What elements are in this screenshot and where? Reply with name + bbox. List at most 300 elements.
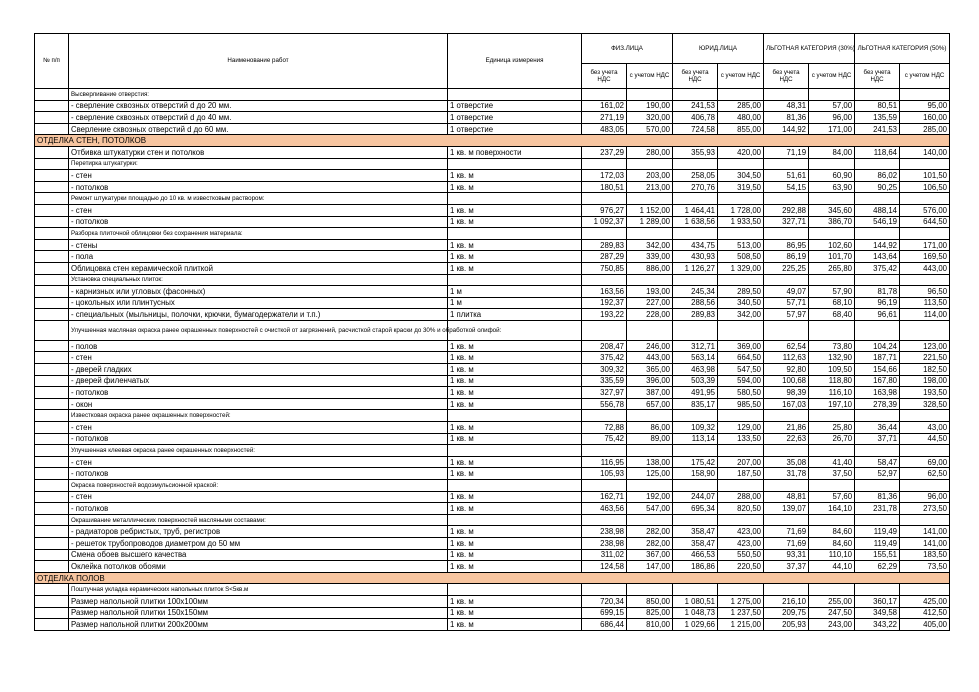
price-cell: 546,19 xyxy=(855,216,900,228)
price-cell: 163,98 xyxy=(855,387,900,399)
price-cell xyxy=(855,480,900,492)
price-cell: 443,00 xyxy=(627,352,673,364)
work-name: - потолков xyxy=(69,433,448,445)
price-cell: 182,50 xyxy=(900,364,950,376)
table-row xyxy=(35,352,950,364)
price-cell: 161,02 xyxy=(582,100,627,112)
price-cell: 1 289,00 xyxy=(627,216,673,228)
price-cell: 258,05 xyxy=(673,170,718,182)
price-cell: 44,50 xyxy=(900,433,950,445)
price-cell: 244,07 xyxy=(673,491,718,503)
row-number-cell xyxy=(35,537,69,549)
unit-cell: 1 кв. м xyxy=(448,595,582,607)
price-cell: 119,49 xyxy=(855,526,900,538)
price-cell xyxy=(582,228,627,240)
price-cell: 289,50 xyxy=(718,286,764,298)
price-cell: 289,83 xyxy=(582,239,627,251)
work-name: Размер напольной плитки 100х100мм xyxy=(69,595,448,607)
price-cell xyxy=(855,320,900,340)
price-cell: 271,19 xyxy=(582,112,627,124)
row-number-cell xyxy=(35,607,69,619)
row-number-cell xyxy=(35,514,69,526)
price-cell xyxy=(582,480,627,492)
price-cell: 423,00 xyxy=(718,526,764,538)
price-cell: 71,69 xyxy=(764,526,809,538)
price-cell: 72,88 xyxy=(582,422,627,434)
price-cell: 349,58 xyxy=(855,607,900,619)
price-cell: 686,44 xyxy=(582,619,627,631)
price-cell xyxy=(718,193,764,205)
price-cell: 187,50 xyxy=(718,468,764,480)
row-number-cell xyxy=(35,193,69,205)
price-cell xyxy=(809,89,855,101)
row-number-cell xyxy=(35,410,69,422)
price-cell xyxy=(718,158,764,170)
price-cell xyxy=(673,193,718,205)
price-cell: 86,19 xyxy=(764,251,809,263)
price-cell: 550,50 xyxy=(718,549,764,561)
price-cell xyxy=(673,274,718,286)
price-cell: 644,50 xyxy=(900,216,950,228)
work-name: - потолков xyxy=(69,181,448,193)
work-name: Известковая окраска ранее окрашенных поверхностей: xyxy=(69,410,448,422)
work-name: - специальных (мыльницы, полочки, крючки, бумагодержатели и т.п.) xyxy=(69,309,448,321)
price-cell: 238,98 xyxy=(582,526,627,538)
row-number-cell xyxy=(35,468,69,480)
price-cell xyxy=(627,480,673,492)
price-cell: 227,00 xyxy=(627,297,673,309)
unit-cell: 1 кв. м xyxy=(448,262,582,274)
price-cell: 132,90 xyxy=(809,352,855,364)
price-cell: 547,00 xyxy=(627,503,673,515)
price-cell: 84,00 xyxy=(809,146,855,158)
table-row xyxy=(35,204,950,216)
row-number-cell xyxy=(35,352,69,364)
price-cell xyxy=(673,514,718,526)
price-cell: 1 638,56 xyxy=(673,216,718,228)
price-cell: 164,10 xyxy=(809,503,855,515)
price-cell: 328,50 xyxy=(900,398,950,410)
price-cell: 105,93 xyxy=(582,468,627,480)
price-cell: 327,97 xyxy=(582,387,627,399)
price-cell: 491,95 xyxy=(673,387,718,399)
work-name: Поштучная укладка керамических напольных плиток S<5кв.м xyxy=(69,584,448,596)
price-cell: 312,71 xyxy=(673,340,718,352)
price-cell: 96,00 xyxy=(900,491,950,503)
price-cell: 96,00 xyxy=(809,112,855,124)
table-row xyxy=(35,514,950,526)
price-cell: 49,07 xyxy=(764,286,809,298)
price-cell: 187,71 xyxy=(855,352,900,364)
price-cell: 850,00 xyxy=(627,595,673,607)
row-number-cell xyxy=(35,445,69,457)
price-cell: 144,92 xyxy=(855,239,900,251)
price-cell: 35,08 xyxy=(764,456,809,468)
price-cell xyxy=(855,514,900,526)
table-row xyxy=(35,297,950,309)
work-name: - дверей филенчатых xyxy=(69,375,448,387)
price-cell xyxy=(809,480,855,492)
price-cell: 221,50 xyxy=(900,352,950,364)
price-cell: 51,61 xyxy=(764,170,809,182)
unit-cell: 1 отверстие xyxy=(448,100,582,112)
unit-cell: 1 кв. м xyxy=(448,468,582,480)
price-cell: 95,00 xyxy=(900,100,950,112)
price-cell: 386,70 xyxy=(809,216,855,228)
work-name: - карнизных или угловых (фасонных) xyxy=(69,286,448,298)
price-cell xyxy=(582,445,627,457)
table-row xyxy=(35,193,950,205)
table-row xyxy=(35,480,950,492)
price-cell: 1 933,50 xyxy=(718,216,764,228)
price-cell: 62,50 xyxy=(900,468,950,480)
price-cell xyxy=(900,193,950,205)
work-name: Размер напольной плитки 200х200мм xyxy=(69,619,448,631)
unit-cell: 1 кв. м xyxy=(448,364,582,376)
table-row xyxy=(35,537,950,549)
table-row xyxy=(35,340,950,352)
price-cell xyxy=(718,228,764,240)
price-cell xyxy=(673,480,718,492)
row-number-cell xyxy=(35,480,69,492)
price-cell: 193,50 xyxy=(900,387,950,399)
price-cell: 278,39 xyxy=(855,398,900,410)
unit-cell: 1 кв. м xyxy=(448,526,582,538)
price-cell: 664,50 xyxy=(718,352,764,364)
price-cell xyxy=(673,410,718,422)
row-number-cell xyxy=(35,375,69,387)
price-cell: 138,00 xyxy=(627,456,673,468)
price-cell: 463,56 xyxy=(582,503,627,515)
table-row xyxy=(35,607,950,619)
price-cell xyxy=(582,320,627,340)
unit-cell: 1 кв. м xyxy=(448,537,582,549)
price-cell: 129,00 xyxy=(718,422,764,434)
work-name: - решеток трубопроводов диаметром до 50 мм xyxy=(69,537,448,549)
price-cell xyxy=(582,158,627,170)
table-row xyxy=(35,286,950,298)
price-cell: 197,10 xyxy=(809,398,855,410)
price-cell: 135,59 xyxy=(855,112,900,124)
work-name: Облицовка стен керамической плиткой xyxy=(69,262,448,274)
table-row xyxy=(35,170,950,182)
unit-cell: 1 кв. м xyxy=(448,503,582,515)
unit-cell: 1 кв. м xyxy=(448,619,582,631)
price-cell xyxy=(582,89,627,101)
work-name: Окрашивание металлических поверхностей масляными составами: xyxy=(69,514,448,526)
table-row xyxy=(35,89,950,101)
price-cell: 155,51 xyxy=(855,549,900,561)
price-cell: 245,34 xyxy=(673,286,718,298)
work-name: Улучшенная масляная окраска ранее окрашенных поверхностей с очисткой от загрязнений, расчисткой старой краски до 30% и обработкой олифой: xyxy=(69,320,448,340)
price-cell xyxy=(627,228,673,240)
price-cell: 118,64 xyxy=(855,146,900,158)
price-cell: 369,00 xyxy=(718,340,764,352)
table-row xyxy=(35,433,950,445)
price-cell: 125,00 xyxy=(627,468,673,480)
price-cell xyxy=(582,193,627,205)
row-number-cell xyxy=(35,146,69,158)
price-cell: 503,39 xyxy=(673,375,718,387)
price-cell: 443,00 xyxy=(900,262,950,274)
table-row xyxy=(35,410,950,422)
table-row xyxy=(35,398,950,410)
price-cell: 241,53 xyxy=(855,123,900,135)
price-cell xyxy=(764,410,809,422)
price-cell xyxy=(764,228,809,240)
price-cell: 1 329,00 xyxy=(718,262,764,274)
price-cell: 225,25 xyxy=(764,262,809,274)
price-cell: 342,00 xyxy=(627,239,673,251)
price-cell: 52,97 xyxy=(855,468,900,480)
row-number-cell xyxy=(35,320,69,340)
price-cell: 580,50 xyxy=(718,387,764,399)
price-cell: 37,71 xyxy=(855,433,900,445)
price-cell: 209,75 xyxy=(764,607,809,619)
row-number-cell xyxy=(35,123,69,135)
price-cell: 26,70 xyxy=(809,433,855,445)
price-cell: 171,00 xyxy=(809,123,855,135)
price-cell xyxy=(627,320,673,340)
table-row xyxy=(35,112,950,124)
price-cell: 100,68 xyxy=(764,375,809,387)
price-cell: 556,78 xyxy=(582,398,627,410)
work-name: - радиаторов ребристых, труб, регистров xyxy=(69,526,448,538)
price-cell xyxy=(718,89,764,101)
unit-cell xyxy=(448,480,582,492)
unit-cell: 1 отверстие xyxy=(448,112,582,124)
price-cell: 508,50 xyxy=(718,251,764,263)
price-cell: 340,50 xyxy=(718,297,764,309)
price-cell: 360,17 xyxy=(855,595,900,607)
price-cell: 343,22 xyxy=(855,619,900,631)
table-row xyxy=(35,216,950,228)
unit-cell xyxy=(448,158,582,170)
price-cell: 243,00 xyxy=(809,619,855,631)
price-cell: 563,14 xyxy=(673,352,718,364)
price-cell xyxy=(900,228,950,240)
work-name: - полов xyxy=(69,340,448,352)
price-cell xyxy=(718,274,764,286)
unit-cell: 1 кв. м xyxy=(448,549,582,561)
price-cell: 405,00 xyxy=(900,619,950,631)
price-cell: 319,50 xyxy=(718,181,764,193)
price-cell: 86,00 xyxy=(627,422,673,434)
price-cell: 147,00 xyxy=(627,561,673,573)
price-cell: 985,50 xyxy=(718,398,764,410)
price-cell: 114,00 xyxy=(900,309,950,321)
work-name: Ремонт штукатурки площадью до 10 кв. м известковым раствором: xyxy=(69,193,448,205)
table-row xyxy=(35,595,950,607)
price-cell xyxy=(627,158,673,170)
price-cell xyxy=(673,320,718,340)
unit-cell xyxy=(448,228,582,240)
unit-cell: 1 кв. м xyxy=(448,422,582,434)
price-cell: 60,90 xyxy=(809,170,855,182)
price-cell: 1 126,27 xyxy=(673,262,718,274)
unit-cell xyxy=(448,89,582,101)
price-cell: 124,58 xyxy=(582,561,627,573)
price-cell: 106,50 xyxy=(900,181,950,193)
subheader-cell: с учетом НДС xyxy=(718,64,764,89)
table-row xyxy=(35,364,950,376)
unit-cell: 1 кв. м xyxy=(448,170,582,182)
work-name: - сверление сквозных отверстий d до 40 мм. xyxy=(69,112,448,124)
price-cell: 162,71 xyxy=(582,491,627,503)
price-cell: 657,00 xyxy=(627,398,673,410)
price-cell: 96,50 xyxy=(900,286,950,298)
price-cell: 358,47 xyxy=(673,537,718,549)
price-cell: 86,02 xyxy=(855,170,900,182)
price-cell: 21,86 xyxy=(764,422,809,434)
work-name: - потолков xyxy=(69,468,448,480)
price-cell: 43,00 xyxy=(900,422,950,434)
price-cell: 1 092,37 xyxy=(582,216,627,228)
price-cell: 855,00 xyxy=(718,123,764,135)
unit-cell: 1 кв. м xyxy=(448,251,582,263)
work-name: Разборка плиточной облицовки без сохранения материала: xyxy=(69,228,448,240)
row-number-cell xyxy=(35,422,69,434)
price-cell xyxy=(855,410,900,422)
table-row xyxy=(35,491,950,503)
row-number-cell xyxy=(35,274,69,286)
price-cell: 192,00 xyxy=(627,491,673,503)
price-cell xyxy=(809,514,855,526)
price-cell xyxy=(718,480,764,492)
subheader-cell: без учета НДС xyxy=(582,64,627,89)
table-row xyxy=(35,619,950,631)
price-cell: 406,78 xyxy=(673,112,718,124)
price-cell: 247,50 xyxy=(809,607,855,619)
price-cell: 220,50 xyxy=(718,561,764,573)
price-cell: 63,90 xyxy=(809,181,855,193)
price-cell xyxy=(673,228,718,240)
price-cell: 311,02 xyxy=(582,549,627,561)
work-name: Окраска поверхностей водоэмульсионной краской: xyxy=(69,480,448,492)
price-cell: 285,00 xyxy=(718,100,764,112)
section-title: ОТДЕЛКА ПОЛОВ xyxy=(35,572,950,584)
header-name: Наименование работ xyxy=(69,34,448,89)
price-cell xyxy=(718,445,764,457)
work-name: - потолков xyxy=(69,216,448,228)
price-cell: 420,00 xyxy=(718,146,764,158)
price-cell xyxy=(582,584,627,596)
work-name: Размер напольной плитки 150х150мм xyxy=(69,607,448,619)
price-cell: 246,00 xyxy=(627,340,673,352)
unit-cell: 1 кв. м xyxy=(448,398,582,410)
work-name: - сверление сквозных отверстий d до 20 мм. xyxy=(69,100,448,112)
work-name: Установка специальных плиток: xyxy=(69,274,448,286)
unit-cell: 1 кв. м xyxy=(448,607,582,619)
row-number-cell xyxy=(35,89,69,101)
price-cell xyxy=(809,410,855,422)
price-cell: 339,00 xyxy=(627,251,673,263)
table-row xyxy=(35,146,950,158)
price-cell: 93,31 xyxy=(764,549,809,561)
price-cell: 309,32 xyxy=(582,364,627,376)
price-cell: 886,00 xyxy=(627,262,673,274)
price-cell: 98,39 xyxy=(764,387,809,399)
price-cell: 37,37 xyxy=(764,561,809,573)
price-cell: 104,24 xyxy=(855,340,900,352)
section-row xyxy=(35,572,950,584)
table-row xyxy=(35,503,950,515)
header-no: № п/п xyxy=(35,34,69,89)
price-cell: 547,50 xyxy=(718,364,764,376)
price-cell xyxy=(764,89,809,101)
price-cell: 102,60 xyxy=(809,239,855,251)
price-cell: 231,78 xyxy=(855,503,900,515)
price-cell: 1 464,41 xyxy=(673,204,718,216)
price-cell: 113,50 xyxy=(900,297,950,309)
price-cell: 123,00 xyxy=(900,340,950,352)
row-number-cell xyxy=(35,584,69,596)
price-cell: 81,78 xyxy=(855,286,900,298)
row-number-cell xyxy=(35,364,69,376)
price-cell: 282,00 xyxy=(627,526,673,538)
price-cell: 480,00 xyxy=(718,112,764,124)
price-cell: 320,00 xyxy=(627,112,673,124)
price-cell xyxy=(627,274,673,286)
price-cell: 186,86 xyxy=(673,561,718,573)
unit-cell xyxy=(448,514,582,526)
price-cell xyxy=(718,320,764,340)
price-cell xyxy=(900,320,950,340)
table-row xyxy=(35,387,950,399)
price-cell: 976,27 xyxy=(582,204,627,216)
price-cell: 57,00 xyxy=(809,100,855,112)
row-number-cell xyxy=(35,491,69,503)
row-number-cell xyxy=(35,170,69,182)
price-cell xyxy=(718,584,764,596)
subheader-cell: с учетом НДС xyxy=(900,64,950,89)
price-cell: 835,17 xyxy=(673,398,718,410)
table-row xyxy=(35,251,950,263)
subheader-cell: с учетом НДС xyxy=(809,64,855,89)
price-cell: 158,90 xyxy=(673,468,718,480)
price-cell xyxy=(855,89,900,101)
unit-cell: 1 кв. м xyxy=(448,204,582,216)
price-cell: 57,71 xyxy=(764,297,809,309)
price-cell xyxy=(809,193,855,205)
price-cell: 387,00 xyxy=(627,387,673,399)
price-cell xyxy=(764,158,809,170)
unit-cell: 1 кв. м xyxy=(448,561,582,573)
row-number-cell xyxy=(35,503,69,515)
price-cell: 57,97 xyxy=(764,309,809,321)
price-cell: 1 728,00 xyxy=(718,204,764,216)
row-number-cell xyxy=(35,619,69,631)
work-name: - дверей гладких xyxy=(69,364,448,376)
price-cell xyxy=(809,584,855,596)
table-row xyxy=(35,445,950,457)
price-cell: 163,56 xyxy=(582,286,627,298)
unit-cell: 1 кв. м xyxy=(448,340,582,352)
price-cell xyxy=(582,274,627,286)
section-title: ОТДЕЛКА СТЕН, ПОТОЛКОВ xyxy=(35,135,950,147)
price-cell: 109,50 xyxy=(809,364,855,376)
price-cell: 73,80 xyxy=(809,340,855,352)
row-number-cell xyxy=(35,239,69,251)
unit-cell: 1 кв. м xyxy=(448,216,582,228)
price-cell: 110,10 xyxy=(809,549,855,561)
price-cell xyxy=(673,89,718,101)
price-cell: 22,63 xyxy=(764,433,809,445)
work-name: - цокольных или плинтусных xyxy=(69,297,448,309)
unit-cell xyxy=(448,193,582,205)
price-cell: 143,64 xyxy=(855,251,900,263)
price-cell: 205,93 xyxy=(764,619,809,631)
